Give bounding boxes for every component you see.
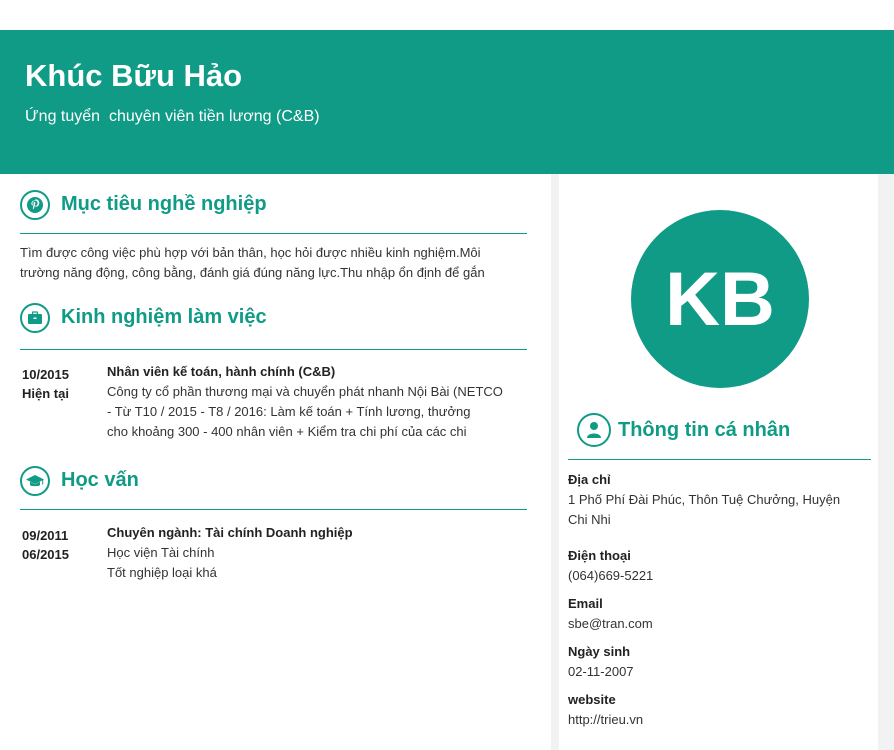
personal-info-title: Thông tin cá nhân: [618, 419, 791, 441]
info-phone: [568, 546, 868, 586]
experience-dates: [22, 365, 102, 403]
info-value: Chi Nhi: [568, 512, 611, 527]
date-from: 10/2015: [22, 367, 69, 382]
info-value: http://trieu.vn: [568, 712, 644, 727]
section-divider: [20, 349, 527, 350]
career-goal-line: Tìm được công việc phù hợp với bản thân, học hỏi được nhiều kinh nghiệm.Môi: [20, 245, 481, 260]
experience-entry: [22, 362, 527, 442]
info-website: [568, 690, 868, 730]
candidate-name: Khúc Bữu Hảo: [25, 58, 243, 93]
career-goal-section: [20, 190, 527, 280]
career-goal-line: trường năng động, công bằng, đánh giá đúng năng lực.Thu nhập ổn định để gắn: [20, 265, 485, 280]
job-description-line: cho khoảng 300 - 400 nhân viên + Kiểm tra chi phí của các chi: [107, 424, 467, 439]
section-divider: [568, 459, 871, 460]
date-to: Hiện tại: [22, 386, 69, 401]
section-divider: [20, 233, 527, 234]
info-address: [568, 470, 868, 530]
career-goal-text: [20, 243, 527, 283]
major-title: Chuyên ngành: Tài chính Doanh nghiệp: [107, 525, 353, 540]
experience-title: Kinh nghiệm làm việc: [61, 306, 267, 328]
info-label: website: [568, 692, 616, 707]
info-birthday: [568, 642, 868, 682]
education-line: Học viện Tài chính: [107, 545, 215, 560]
job-description-line: - Từ T10 / 2015 - T8 / 2016: Làm kế toán + Tính lương, thưởng: [107, 404, 471, 419]
job-title: Nhân viên kế toán, hành chính (C&B): [107, 364, 336, 379]
experience-detail: [107, 362, 527, 442]
info-value: 1 Phố Phí Đài Phúc, Thôn Tuệ Chưởng, Huyện: [568, 492, 841, 507]
date-to: 06/2015: [22, 547, 69, 562]
avatar: KB: [631, 210, 809, 388]
graduation-cap-icon: [20, 466, 50, 496]
job-description-line: Công ty cổ phần thương mại và chuyển phát nhanh Nội Bài (NETCO: [107, 384, 503, 399]
info-label: Điện thoại: [568, 548, 631, 563]
briefcase-icon: [20, 303, 50, 333]
date-from: 09/2011: [22, 528, 69, 543]
cv-header: [0, 30, 894, 174]
info-label: Địa chỉ: [568, 472, 611, 487]
section-divider: [20, 509, 527, 510]
pinterest-icon: [20, 190, 50, 220]
info-value: (064)669-5221: [568, 568, 654, 583]
education-line: Tốt nghiệp loại khá: [107, 565, 217, 580]
info-value: 02-11-2007: [568, 664, 634, 679]
education-detail: [107, 523, 527, 583]
info-value: sbe@tran.com: [568, 616, 653, 631]
personal-info-section: [577, 413, 871, 449]
info-label: Email: [568, 596, 603, 611]
education-entry: [22, 523, 527, 585]
education-dates: [22, 526, 102, 564]
info-email: [568, 594, 868, 634]
experience-section: [20, 303, 527, 339]
user-icon: [577, 413, 611, 447]
education-title: Học vấn: [61, 469, 139, 491]
applied-position: Ứng tuyển chuyên viên tiền lương (C&B): [25, 108, 320, 125]
education-section: [20, 466, 527, 502]
career-goal-title: Mục tiêu nghề nghiệp: [61, 193, 267, 215]
info-label: Ngày sinh: [568, 644, 631, 659]
